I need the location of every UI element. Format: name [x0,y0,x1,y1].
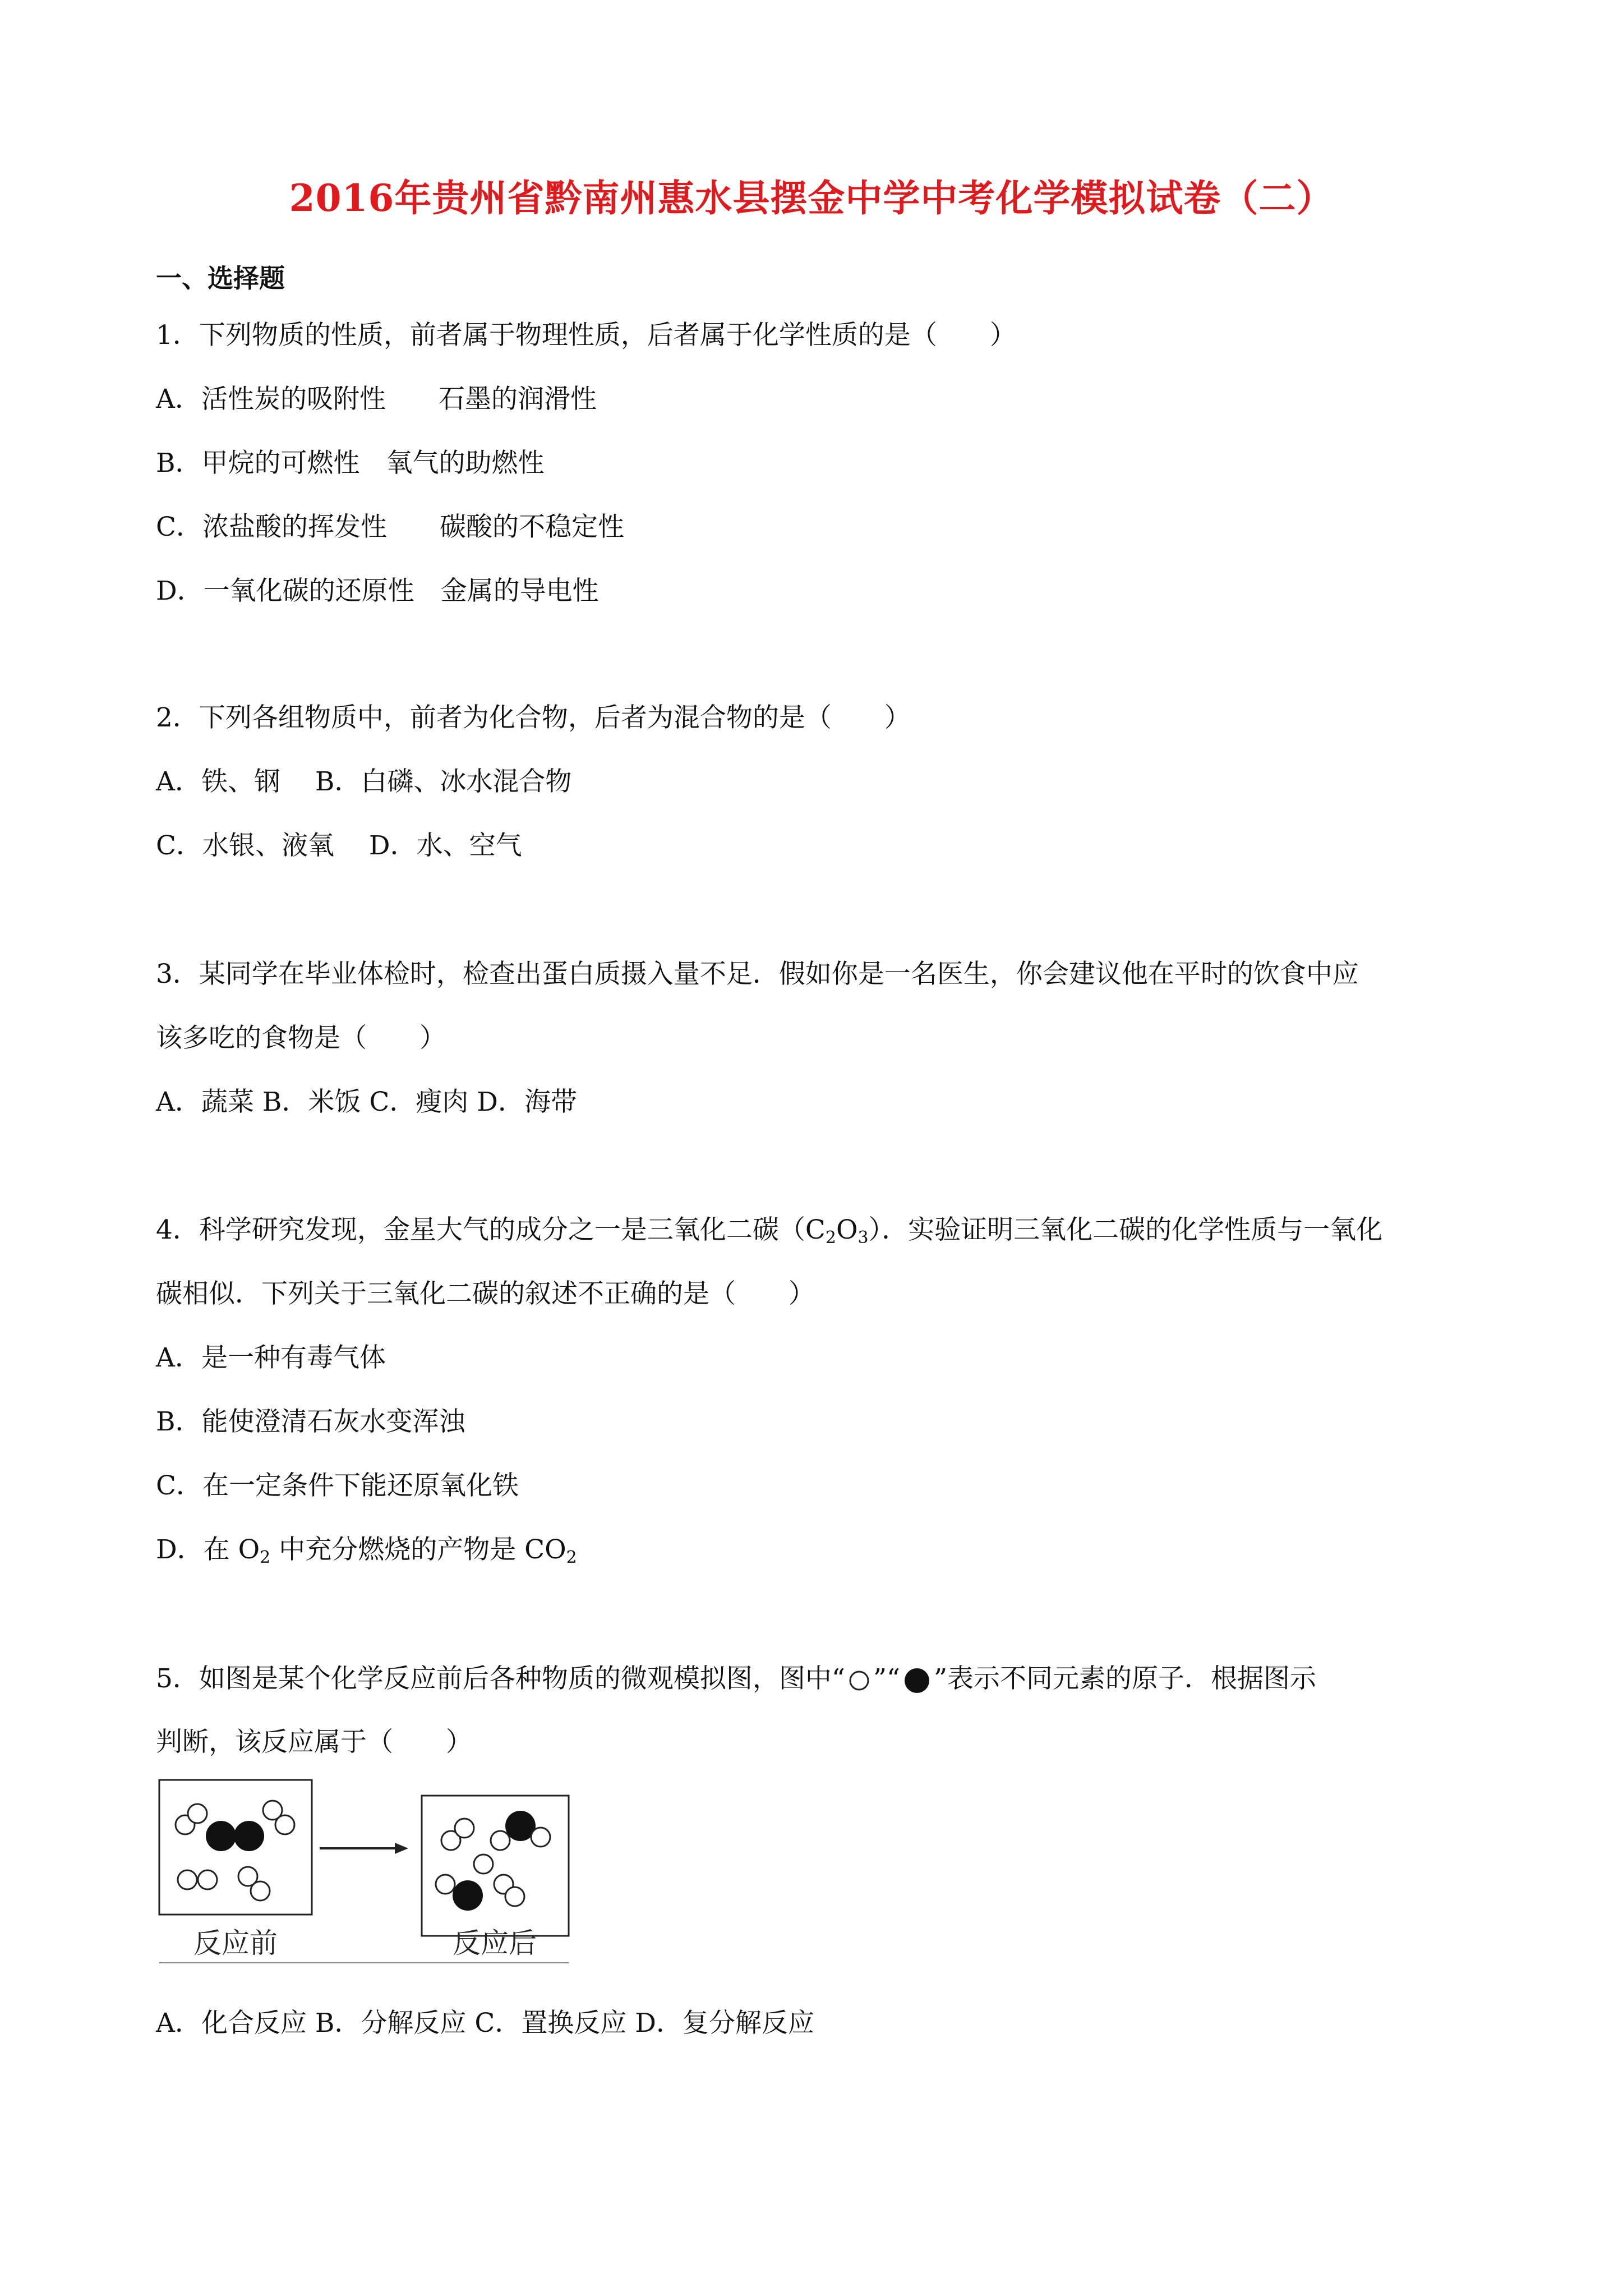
arrow-head-icon [395,1843,408,1854]
question-1-stem: 1．下列物质的性质，前者属于物理性质，后者属于化学性质的是（ ） [156,320,1016,351]
after-label: 反应后 [453,1927,537,1959]
question-2-stem: 2．下列各组物质中，前者为化合物，后者为混合物的是（ ） [156,702,911,733]
before-label: 反应前 [193,1927,278,1959]
white-atom-icon [436,1875,455,1894]
black-atom-icon [453,1880,483,1911]
before-reaction-box [159,1780,312,1915]
question-3-stem-line-2: 该多吃的食物是（ ） [156,1023,446,1053]
white-atom-icon [455,1819,474,1838]
question-4-option-d: D．在 $O_2$ 中充分燃烧的产物是 $CO_2$ [156,1534,577,1567]
black-atom-icon [234,1821,264,1851]
white-atom-icon [178,1870,197,1889]
question-1-option-a: A．活性炭的吸附性 石墨的润滑性 [156,384,597,415]
question-1-option-b: B．甲烷的可燃性 氧气的助燃性 [156,448,545,478]
white-atom-icon [491,1831,510,1850]
black-atom-icon [206,1821,236,1851]
white-atom-icon [275,1815,294,1834]
question-3-options: A．蔬菜 B．米饭 C．瘦肉 D．海带 [156,1087,577,1117]
white-atom-icon [505,1887,524,1906]
question-2-options-row-1: A．铁、钢 B．白磷、冰水混合物 [156,766,572,797]
question-5-options: A．化合反应 B．分解反应 C．置换反应 D．复分解反应 [156,2008,814,2039]
question-4-option-b: B．能使澄清石灰水变浑浊 [156,1406,465,1437]
question-5-stem-line-2: 判断，该反应属于（ ） [156,1727,472,1757]
white-atom-icon [846,1668,872,1694]
white-atom-icon [251,1881,270,1901]
question-5-stem-line-1: 5．如图是某个化学反应前后各种物质的微观模拟图，图中“ ”“ ”表示不同元素的原子．根据图示 [156,1665,1316,1696]
question-1-option-d: D．一氧化碳的还原性 金属的导电性 [156,576,599,606]
white-atom-icon [198,1870,217,1889]
page-title: 2016年贵州省黔南州惠水县摆金中学中考化学模拟试卷（二） [289,176,1334,220]
reaction-diagram [153,1775,579,1966]
after-reaction-box [422,1796,569,1936]
white-atom-icon [188,1804,207,1823]
black-atom-icon [901,1665,933,1696]
question-3-stem-line-1: 3．某同学在毕业体检时，检查出蛋白质摄入量不足．假如你是一名医生，你会建议他在平时的饮食中应 [156,959,1359,990]
question-4-stem-line-2: 碳相似．下列关于三氧化二碳的叙述不正确的是（ ） [156,1278,815,1309]
question-1-option-c: C．浓盐酸的挥发性 碳酸的不稳定性 [156,512,624,542]
section-heading: 一、选择题 [156,263,285,293]
question-4-option-a: A．是一种有毒气体 [156,1342,386,1373]
question-2-options-row-2: C．水银、液氧 D．水、空气 [156,830,522,861]
question-4-option-c: C．在一定条件下能还原氧化铁 [156,1470,519,1501]
question-4-stem-line-1: 4．科学研究发现，金星大气的成分之一是三氧化二碳$(C_2O_3)$．实验证明三氧化二碳的化学性质与一氧化 [156,1214,1383,1248]
white-atom-icon [474,1855,493,1874]
white-atom-icon [531,1828,550,1847]
